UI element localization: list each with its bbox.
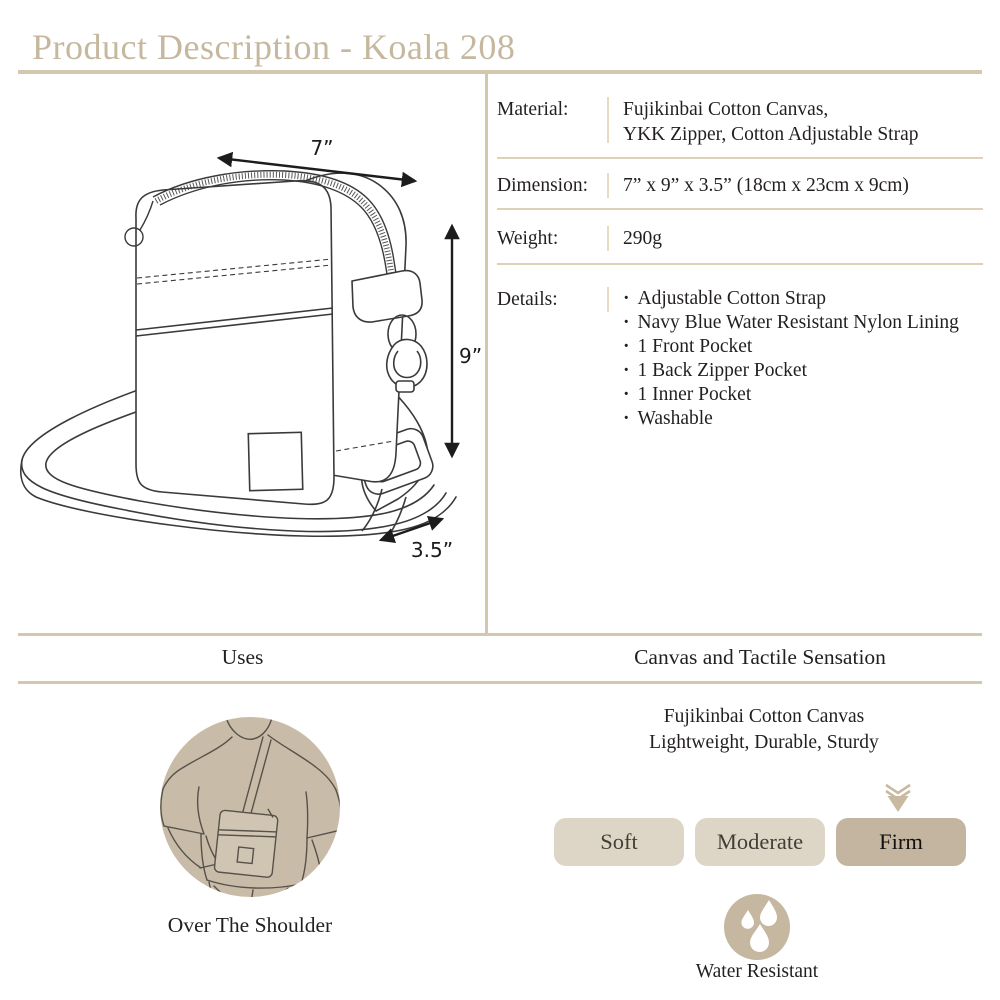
canvas-description-line1: Fujikinbai Cotton Canvas xyxy=(663,706,865,727)
height-dimension-label: 9” xyxy=(459,344,483,368)
spec-value: 7” x 9” x 3.5” (18cm x 23cm x 9cm) xyxy=(623,175,909,196)
spec-label: Weight: xyxy=(497,228,559,249)
firmness-options xyxy=(554,818,966,866)
spec-table xyxy=(497,88,983,431)
vertical-divider-line xyxy=(485,74,488,634)
water-drops-icon xyxy=(724,894,790,960)
details-bullet: · 1 Back Zipper Pocket xyxy=(623,359,959,383)
details-bullet: · Navy Blue Water Resistant Nylon Lining xyxy=(623,311,959,335)
page-title: Product Description - Koala 208 xyxy=(32,27,516,67)
firmness-option-moderate[interactable]: Moderate xyxy=(695,818,825,866)
details-bullet-list xyxy=(623,287,959,431)
water-resistant-badge xyxy=(724,894,790,960)
uses-section-title: Uses xyxy=(221,645,264,669)
depth-dimension-label: 3.5” xyxy=(410,538,454,562)
spec-label: Details: xyxy=(497,289,558,310)
bag-front-panel xyxy=(136,181,334,505)
person-wearing-bag-icon xyxy=(160,717,340,897)
spec-value: Fujikinbai Cotton Canvas, YKK Zipper, Cotton Adjustable Strap xyxy=(623,99,919,145)
width-dimension-label: 7” xyxy=(310,136,334,160)
canvas-description-line2: Lightweight, Durable, Sturdy xyxy=(649,732,879,753)
uses-caption: Over The Shoulder xyxy=(167,913,333,937)
spec-row-weight xyxy=(497,210,983,265)
spec-separator xyxy=(607,173,609,198)
spec-value: 290g xyxy=(623,228,662,249)
title-divider-line xyxy=(18,70,982,74)
bag-label-patch xyxy=(248,432,302,490)
details-bullet: · 1 Front Pocket xyxy=(623,335,959,359)
firmness-option-firm[interactable]: Firm xyxy=(836,818,966,866)
over-shoulder-illustration xyxy=(160,717,340,897)
spec-row-dimension xyxy=(497,159,983,210)
spec-separator xyxy=(607,226,609,251)
details-bullet: · Washable xyxy=(623,407,959,431)
spec-label: Material: xyxy=(497,99,569,120)
canvas-section-title: Canvas and Tactile Sensation xyxy=(634,645,886,669)
spec-label: Dimension: xyxy=(497,175,588,196)
details-bullet: · Adjustable Cotton Strap xyxy=(623,287,959,311)
details-bullet: · 1 Inner Pocket xyxy=(623,383,959,407)
water-resistant-label: Water Resistant xyxy=(695,961,819,982)
bag-technical-drawing xyxy=(0,85,485,633)
spec-separator xyxy=(607,97,609,143)
section-divider-line-bottom xyxy=(18,681,982,684)
spec-separator xyxy=(607,287,609,312)
spec-row-material xyxy=(497,88,983,159)
section-divider-line-top xyxy=(18,633,982,636)
chevron-double-down-icon xyxy=(883,783,913,813)
firmness-option-soft[interactable]: Soft xyxy=(554,818,684,866)
spec-row-details xyxy=(497,265,983,431)
